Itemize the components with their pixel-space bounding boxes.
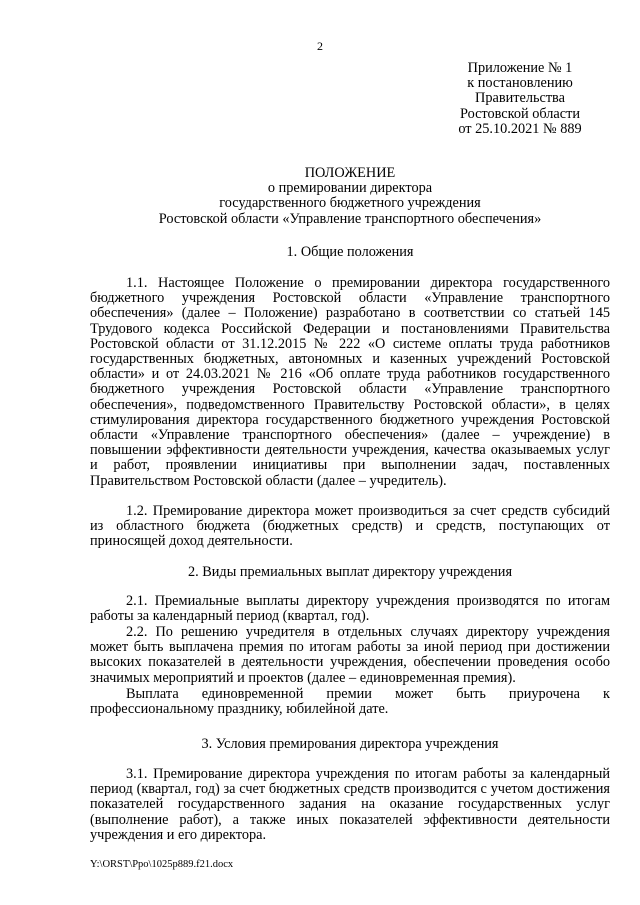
- title-line: Ростовской области «Управление транспортного обеспечения»: [158, 210, 542, 227]
- paragraph: 1.1. Настоящее Положение о премировании директора государственного бюджетного учреждения Ростовской области «Управление транспортного обеспечения» (далее – Положение) разработано в соответствии со статьей 145 Трудового кодекса Российской Федерации и постановлениями Правительства Ростовской области от 31.12.2015 № 222 «О системе оплаты труда работников государственных бюджетных, автономных и казенных учреждений Ростовской области» и от 24.03.2021 № 216 «Об оплате труда работников государственного бюджетного учреждения Ростовской области «Управление транспортного обеспечения», подведомственного Правительству Ростовской области», в целях стимулирования директора государственного бюджетного учреждения Ростовской области «Управление транспортного обеспечения» (далее – учреждение) в повышении эффективности деятельности учреждения, качества оказываемых услуг и работ, проявлении инициативы при выполнении задач, поставленных Правительством Ростовской области (далее – учредитель).: [90, 275, 610, 489]
- paragraph: Выплата единовременной премии может быть приурочена к профессиональному празднику, юбилейной дате.: [90, 686, 610, 718]
- appendix-line: от 25.10.2021 № 889: [458, 120, 582, 137]
- document-title: [90, 166, 610, 227]
- title-line: о премировании директора: [267, 180, 433, 197]
- section-heading: 3. Условия премирования директора учреждения: [201, 736, 499, 752]
- title-line: государственного бюджетного учреждения: [219, 195, 481, 212]
- page-number: 2: [317, 39, 323, 53]
- title-heading: ПОЛОЖЕНИЕ: [304, 165, 396, 181]
- paragraph: 2.2. По решению учредителя в отдельных случаях директору учреждения может быть выплачена премия по итогам работы за иной период при достижении высоких показателей в деятельности учреждения, обеспечении проведения особо значимых мероприятий и проектов (далее – единовременная премия).: [90, 624, 610, 686]
- appendix-block: [440, 61, 600, 137]
- appendix-line: Приложение № 1: [467, 60, 573, 76]
- paragraph: 3.1. Премирование директора учреждения по итогам работы за календарный период (квартал, год) за счет бюджетных средств производится с учетом достижения показателей государственного задания на оказание государственных услуг (выполнение работ), а также иных показателей эффективности деятельности учреждения и его директора.: [90, 766, 610, 843]
- section-heading: 1. Общие положения: [286, 244, 414, 260]
- section-heading: 2. Виды премиальных выплат директору учреждения: [187, 564, 513, 580]
- file-path-footer: Y:\ORST\Ppo\1025p889.f21.docx: [90, 859, 234, 870]
- paragraph: 2.1. Премиальные выплаты директору учреждения производятся по итогам работы за календарный период (квартал, год).: [90, 593, 610, 625]
- appendix-line: Правительства: [475, 90, 565, 107]
- paragraph: 1.2. Премирование директора может производиться за счет средств субсидий из областного бюджета (бюджетных средств) и средств, поступающих от приносящей доход деятельности.: [90, 503, 610, 550]
- appendix-line: к постановлению: [467, 75, 573, 92]
- appendix-line: Ростовской области: [459, 105, 581, 122]
